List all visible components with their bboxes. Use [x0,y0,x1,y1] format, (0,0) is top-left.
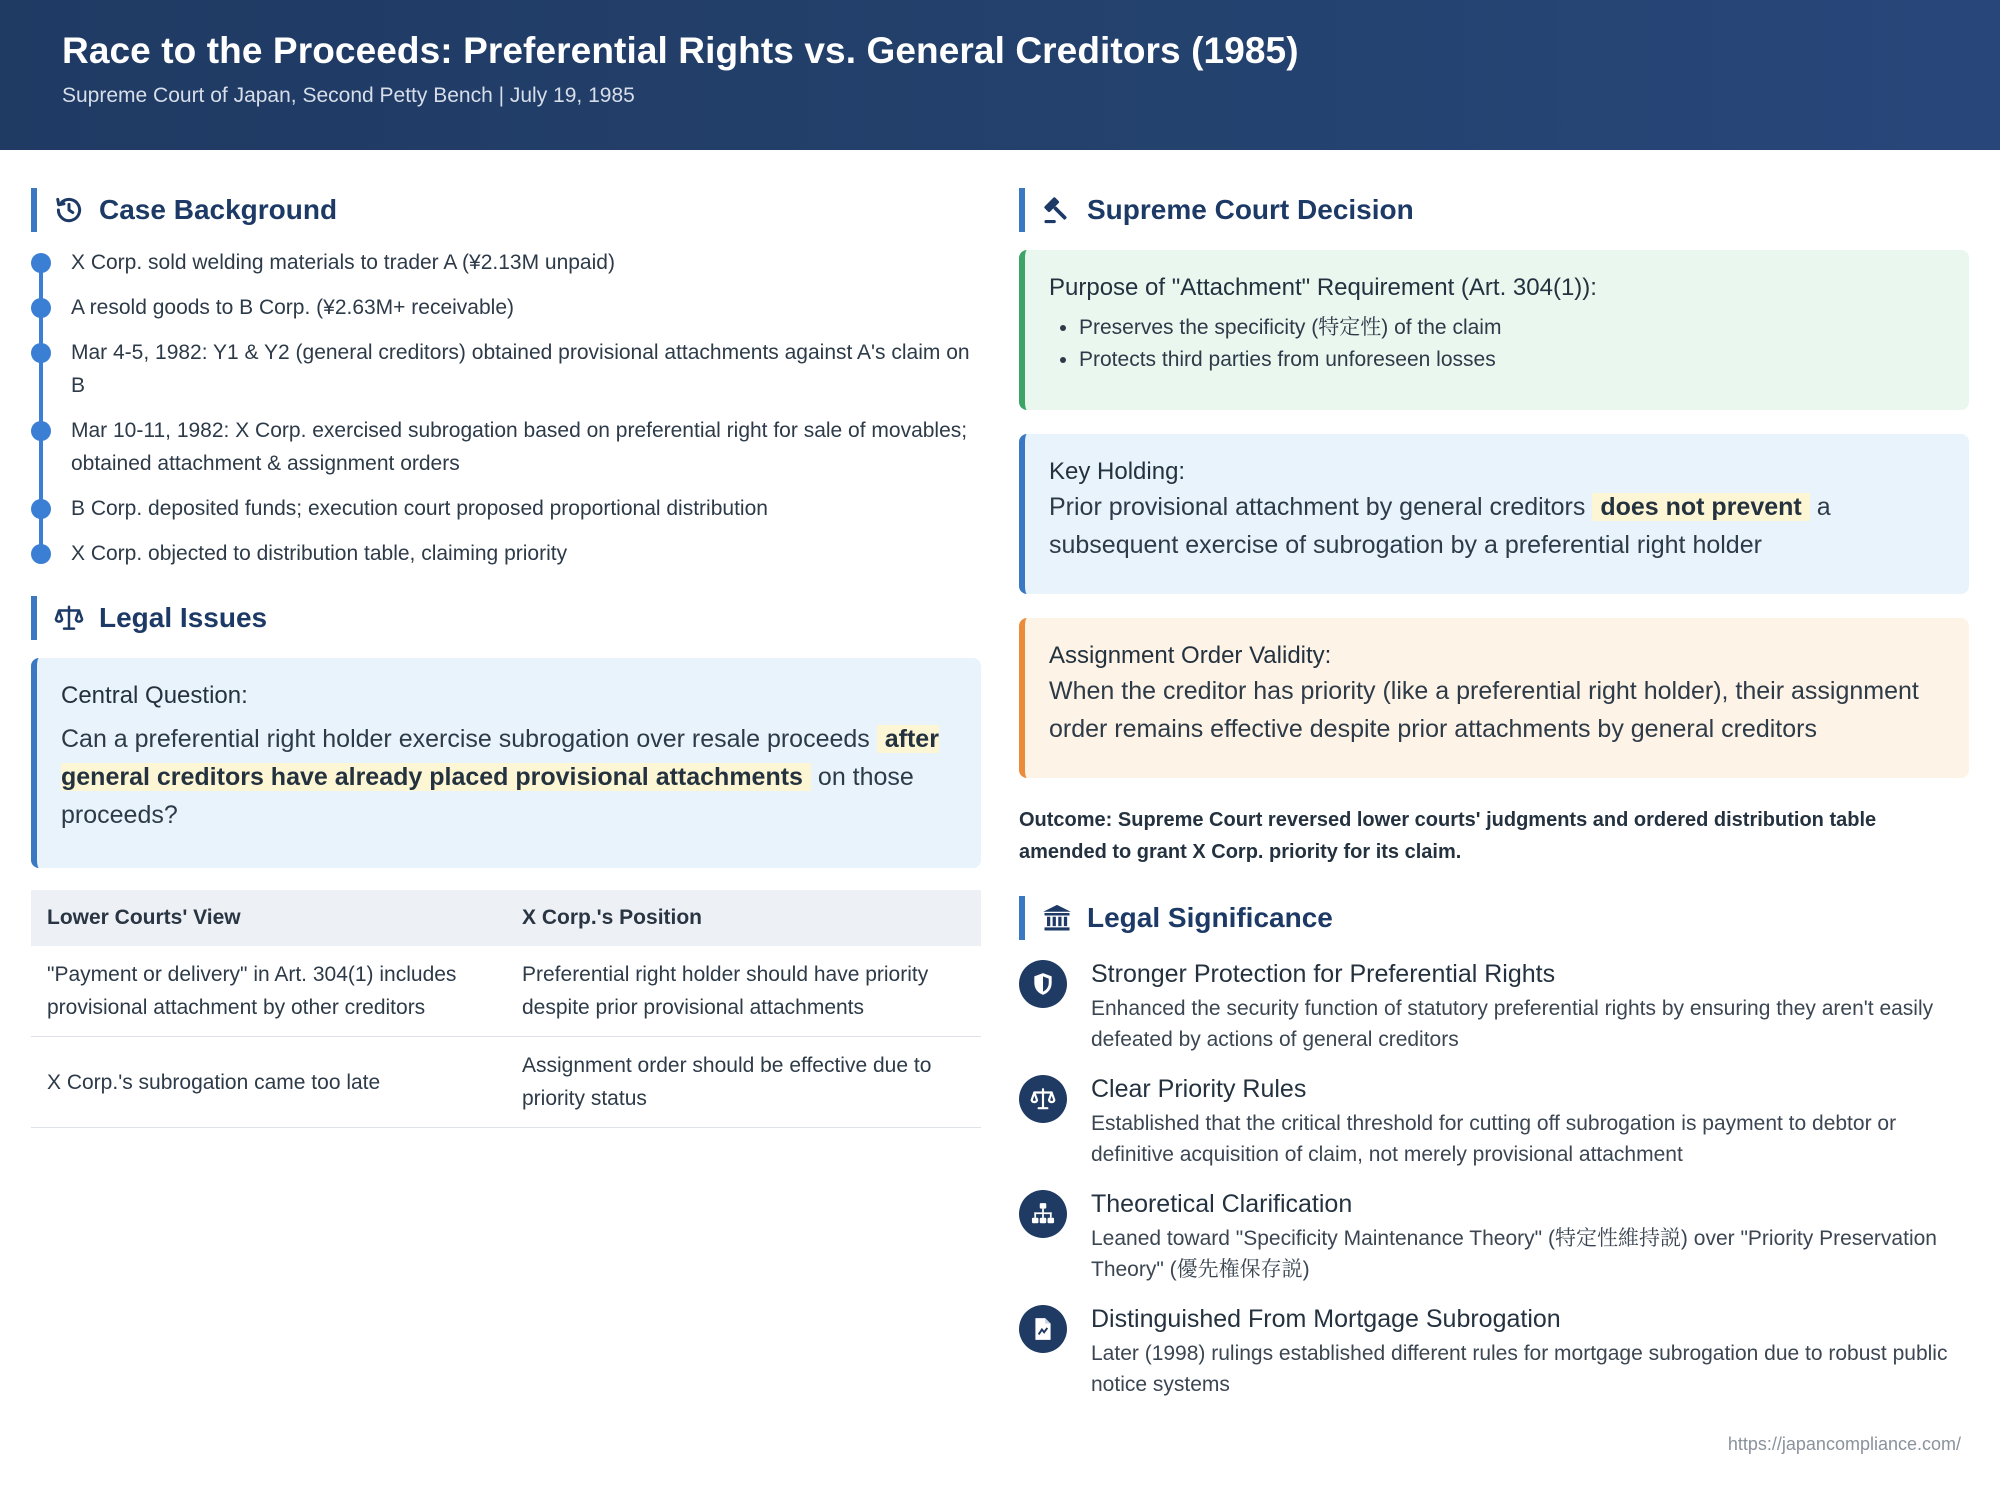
timeline-item: Mar 10-11, 1982: X Corp. exercised subrogation based on preferential right for sale of movables; obtained attachment & assignment orders [71,414,981,480]
significance-item [1019,960,1969,1055]
table-cell: Assignment order should be effective due to priority status [506,1037,981,1128]
legal-significance-heading: Legal Significance [1019,896,1969,940]
table-row [31,946,981,1037]
table-cell: X Corp.'s subrogation came too late [31,1037,506,1128]
timeline-dot [31,499,51,519]
history-icon [53,194,85,226]
key-holding-box [1019,434,1969,594]
table-header: X Corp.'s Position [506,890,981,946]
significance-desc: Later (1998) rulings established different rules for mortgage subrogation due to robust public notice systems [1091,1342,1948,1396]
gavel-icon [1041,194,1073,226]
purpose-title: Purpose of "Attachment" Requirement (Art. 304(1)): [1049,274,1597,301]
assignment-order-text: When the creditor has priority (like a preferential right holder), their assignment order remains effective despite prior attachments by general creditors [1049,677,1919,743]
significance-item [1019,1075,1969,1170]
key-holding-title: Key Holding: [1049,458,1186,485]
scale-icon [53,602,85,634]
scale-icon [1019,1075,1067,1123]
significance-title: Clear Priority Rules [1091,1075,1307,1103]
list-item: • Protects third parties from unforeseen losses [1079,344,1945,376]
page-subtitle: Supreme Court of Japan, Second Petty Bench | July 19, 1985 [62,84,635,107]
significance-title: Theoretical Clarification [1091,1190,1353,1218]
positions-table [31,890,981,1128]
page-header [0,0,2000,150]
table-header: Lower Courts' View [31,890,506,946]
case-background-heading: Case Background [31,188,981,232]
key-holding-text: Prior provisional attachment by general creditors does not prevent a subsequent exercise of subrogation by a preferential right holder [1049,493,1831,559]
timeline-item: A resold goods to B Corp. (¥2.63M+ receivable) [71,291,981,324]
significance-title: Distinguished From Mortgage Subrogation [1091,1305,1561,1333]
central-question-highlight: after general creditors have already placed provisional attachments [61,725,939,791]
timeline-item: X Corp. sold welding materials to trader A (¥2.13M unpaid) [71,246,981,279]
central-question-text: Can a preferential right holder exercise subrogation over resale proceeds after general creditors have already placed provisional attachments on those proceeds? [61,725,939,829]
table-cell: "Payment or delivery" in Art. 304(1) includes provisional attachment by other creditors [31,946,506,1037]
central-question-box [31,658,981,868]
significance-item [1019,1305,1969,1400]
timeline-item: B Corp. deposited funds; execution court proposed proportional distribution [71,492,981,525]
case-timeline [31,246,981,570]
document-icon [1019,1305,1067,1353]
timeline-dot [31,253,51,273]
page-title: Race to the Proceeds: Preferential Rights vs. General Creditors (1985) [62,30,1299,71]
assignment-order-title: Assignment Order Validity: [1049,642,1332,669]
timeline-dot [31,298,51,318]
purpose-box [1019,250,1969,410]
timeline-item: Mar 4-5, 1982: Y1 & Y2 (general creditors) obtained provisional attachments against A's claim on B [71,336,981,402]
assignment-order-box [1019,618,1969,778]
table-cell: Preferential right holder should have priority despite prior provisional attachments [506,946,981,1037]
footer-url: https://japancompliance.com/ [1727,1434,1961,1454]
significance-item [1019,1190,1969,1285]
timeline-dot [31,421,51,441]
central-question-title: Central Question: [61,682,248,709]
significance-desc: Established that the critical threshold for cutting off subrogation is payment to debtor or definitive acquisition of claim, not merely provisional attachment [1091,1112,1897,1166]
significance-title: Stronger Protection for Preferential Rights [1091,960,1556,988]
key-holding-highlight: does not prevent [1592,493,1809,521]
timeline-dot [31,544,51,564]
right-column [1019,188,1969,1400]
legal-issues-heading: Legal Issues [31,596,981,640]
outcome-text: Outcome: Supreme Court reversed lower courts' judgments and ordered distribution table amended to grant X Corp. priority for its claim. [1019,809,1877,863]
list-item: • Preserves the specificity (特定性) of the claim [1079,312,1945,344]
table-row [31,1037,981,1128]
sitemap-icon [1019,1190,1067,1238]
timeline-item: X Corp. objected to distribution table, claiming priority [71,537,981,570]
institution-icon [1041,902,1073,934]
significance-desc: Enhanced the security function of statutory preferential rights by ensuring they aren't easily defeated by actions of general creditors [1091,997,1934,1051]
court-decision-heading: Supreme Court Decision [1019,188,1969,232]
left-column [31,188,981,1128]
significance-desc: Leaned toward "Specificity Maintenance Theory" (特定性維持説) over "Priority Preservation Theory" (優先権保存説) [1091,1227,1937,1281]
purpose-list [1049,312,1945,376]
timeline-dot [31,343,51,363]
shield-icon [1019,960,1067,1008]
